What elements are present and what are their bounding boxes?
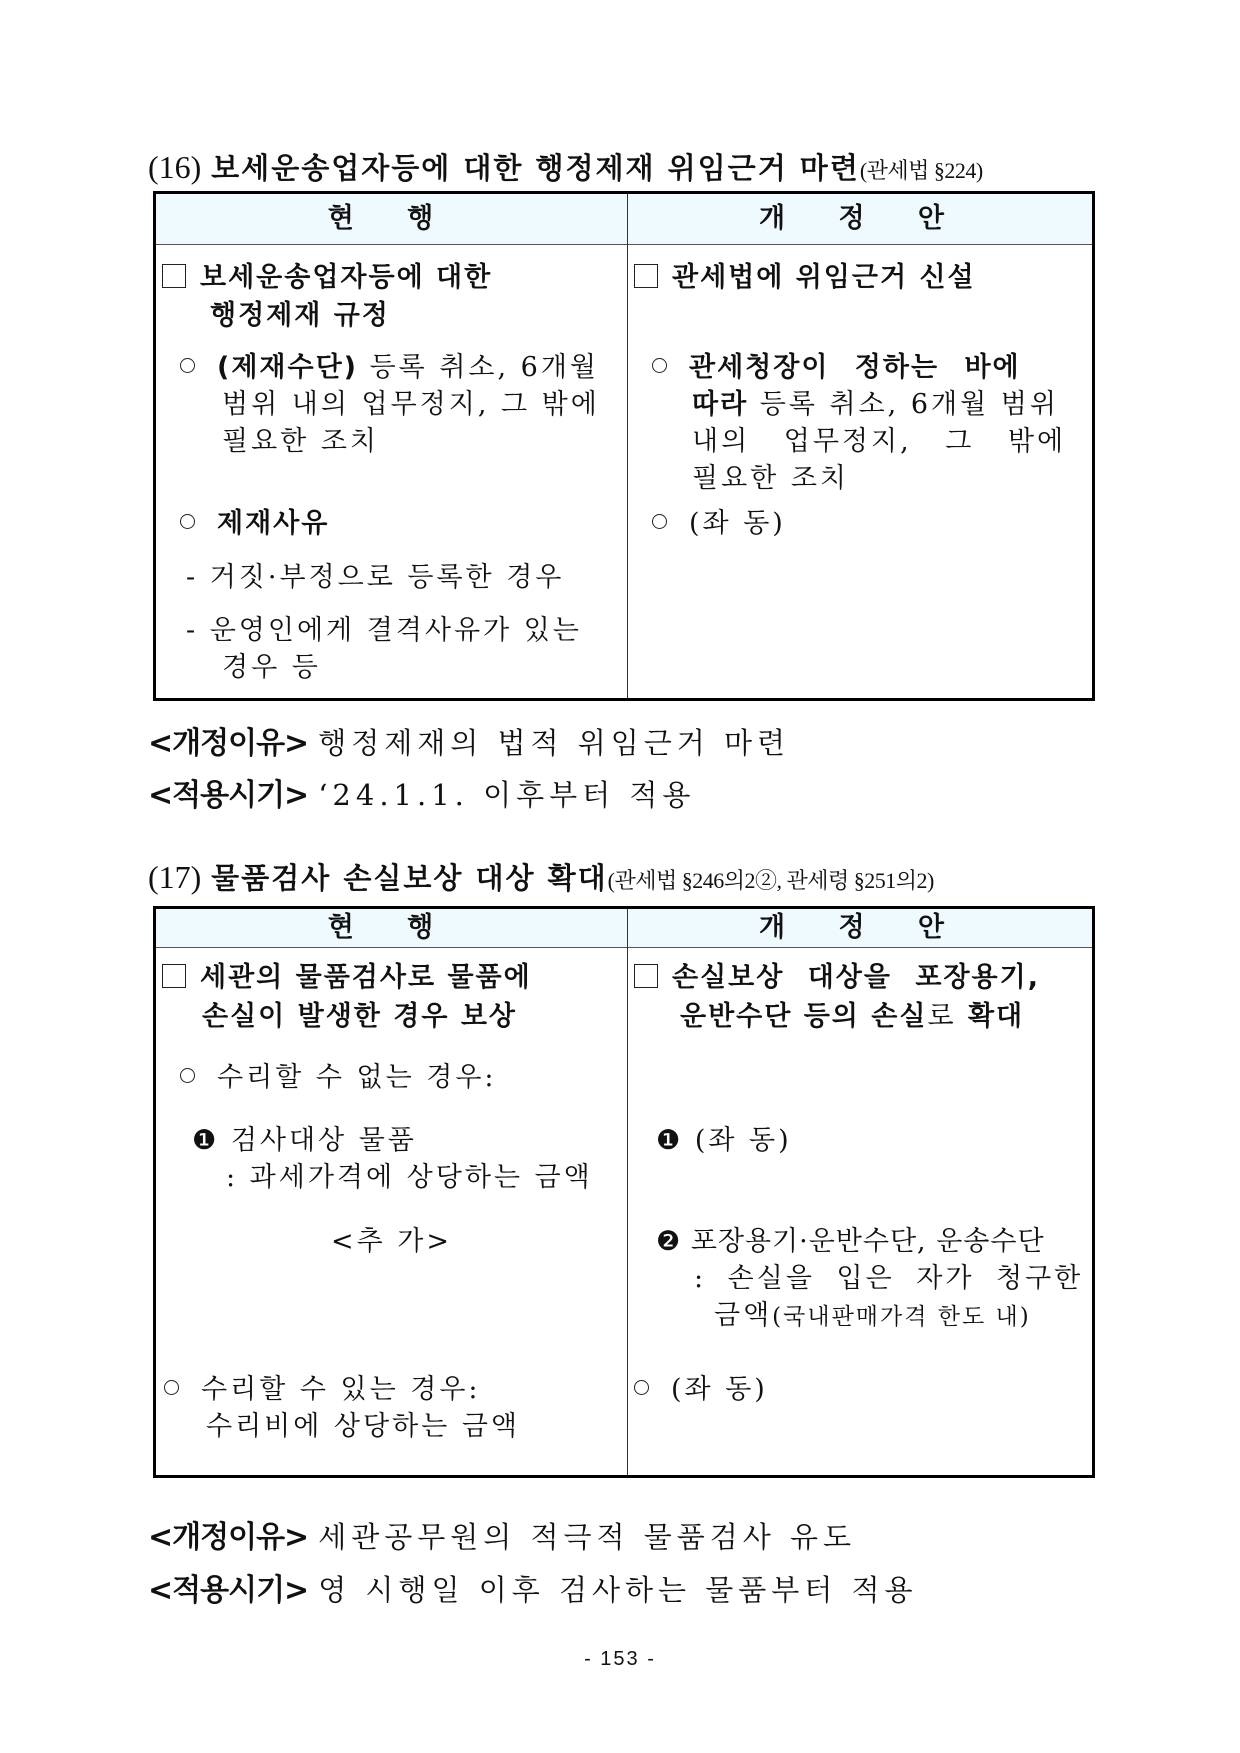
law-reference: (관세법 §224) — [859, 158, 983, 183]
number-1-filled-icon: ❶ — [192, 1125, 220, 1156]
checkbox-square-icon — [162, 964, 186, 988]
circle-bullet-icon — [180, 514, 195, 529]
section-16-title — [148, 146, 983, 187]
reason-label: <개정이유> — [148, 726, 309, 761]
law-reference: (관세법 §246의2②, 관세령 §251의2) — [607, 868, 934, 893]
current-item-1-line2: 범위 내의 업무정지, 그 밖에 — [222, 389, 600, 420]
proposed-sub-2-line2: : 손실을 입은 자가 청구한 — [694, 1263, 1084, 1294]
table-header — [156, 909, 1092, 948]
circle-bullet-icon — [652, 358, 667, 373]
proposed-item-2: (좌 동) — [652, 505, 786, 542]
effective-16 — [148, 770, 695, 814]
checkbox-square-icon — [162, 264, 186, 288]
current-dash-2: - 운영인에게 결격사유가 있는 — [186, 615, 582, 646]
comparison-table-16 — [153, 191, 1095, 701]
reason-text: 세관공무원의 적극적 물품검사 유도 — [318, 1520, 857, 1554]
current-sub-1-line2: : 과세가격에 상당하는 금액 — [226, 1162, 593, 1193]
current-item-2: 수리할 수 있는 경우: — [164, 1371, 481, 1408]
effective-17 — [148, 1565, 918, 1609]
circle-bullet-icon — [180, 358, 195, 373]
current-item-1-line3: 필요한 조치 — [222, 426, 379, 457]
section-heading: 보세운송업자등에 대한 행정제재 위임근거 마련 — [211, 151, 860, 185]
current-heading-line2: 손실이 발생한 경우 보상 — [202, 1001, 518, 1032]
table-header — [156, 194, 1092, 245]
proposed-sub-1: ❶ (좌 동) — [656, 1125, 792, 1156]
proposed-heading: 관세법에 위임근거 신설 — [634, 259, 976, 296]
comparison-table-17 — [153, 906, 1095, 1478]
section-17-title — [148, 856, 934, 897]
effective-label: <적용시기> — [148, 1573, 309, 1608]
proposed-item-1: 관세청장이 정하는 바에 — [652, 349, 1021, 386]
added-marker: <추 가> — [331, 1226, 452, 1257]
circle-bullet-icon — [634, 1380, 649, 1395]
section-heading: 물품검사 손실보상 대상 확대 — [211, 861, 608, 895]
current-heading-line2: 행정제재 규정 — [210, 300, 390, 331]
proposed-item-2: (좌 동) — [634, 1371, 768, 1408]
number-1-filled-icon: ❶ — [656, 1125, 684, 1156]
proposed-heading-line2: 운반수단 등의 손실로 확대 — [680, 1001, 1025, 1032]
reason-label: <개정이유> — [148, 1520, 309, 1555]
current-heading: 세관의 물품검사로 물품에 — [162, 959, 532, 996]
header-current: 현 행 — [327, 912, 456, 943]
effective-label: <적용시기> — [148, 778, 309, 813]
current-item-2-line2: 수리비에 상당하는 금액 — [206, 1411, 520, 1442]
header-proposed: 개 정 안 — [758, 912, 967, 943]
column-divider — [627, 194, 628, 698]
proposed-item-1-line3: 내의 업무정지, 그 밖에 — [692, 426, 1067, 457]
proposed-sub-2: ❷ 포장용기·운반수단, 운송수단 — [656, 1226, 1045, 1257]
column-divider — [627, 909, 628, 1475]
current-sub-1: ❶ 검사대상 물품 — [192, 1125, 417, 1156]
header-current: 현 행 — [327, 203, 456, 234]
current-item-1: (제재수단) 등록 취소, 6개월 — [180, 349, 599, 386]
proposed-item-1-line2: 따라 등록 취소, 6개월 범위 — [692, 389, 1059, 420]
proposed-heading: 손실보상 대상을 포장용기, — [634, 959, 1040, 996]
reason-16 — [148, 718, 790, 762]
current-item-2: 제재사유 — [180, 505, 329, 542]
reason-text: 행정제재의 법적 위임근거 마련 — [318, 726, 791, 760]
current-dash-2-line2: 경우 등 — [222, 652, 321, 683]
section-number: (17) — [148, 859, 202, 895]
circle-bullet-icon — [180, 1068, 195, 1083]
circle-bullet-icon — [164, 1380, 179, 1395]
current-dash-1: - 거짓·부정으로 등록한 경우 — [186, 562, 565, 593]
checkbox-square-icon — [634, 264, 658, 288]
current-item-1: 수리할 수 없는 경우: — [180, 1059, 497, 1096]
section-number: (16) — [148, 149, 202, 185]
effective-text: ‘24.1.1. 이후부터 적용 — [318, 778, 696, 812]
page-number: - 153 - — [584, 1648, 656, 1670]
number-2-filled-icon: ❷ — [656, 1226, 682, 1257]
proposed-item-1-line4: 필요한 조치 — [692, 463, 849, 494]
proposed-sub-2-line3: 금액(국내판매가격 한도 내) — [714, 1300, 1031, 1331]
checkbox-square-icon — [634, 964, 658, 988]
circle-bullet-icon — [652, 514, 667, 529]
effective-text: 영 시행일 이후 검사하는 물품부터 적용 — [318, 1573, 918, 1607]
current-heading: 보세운송업자등에 대한 — [162, 259, 492, 296]
reason-17 — [148, 1512, 856, 1556]
header-proposed: 개 정 안 — [758, 203, 967, 234]
